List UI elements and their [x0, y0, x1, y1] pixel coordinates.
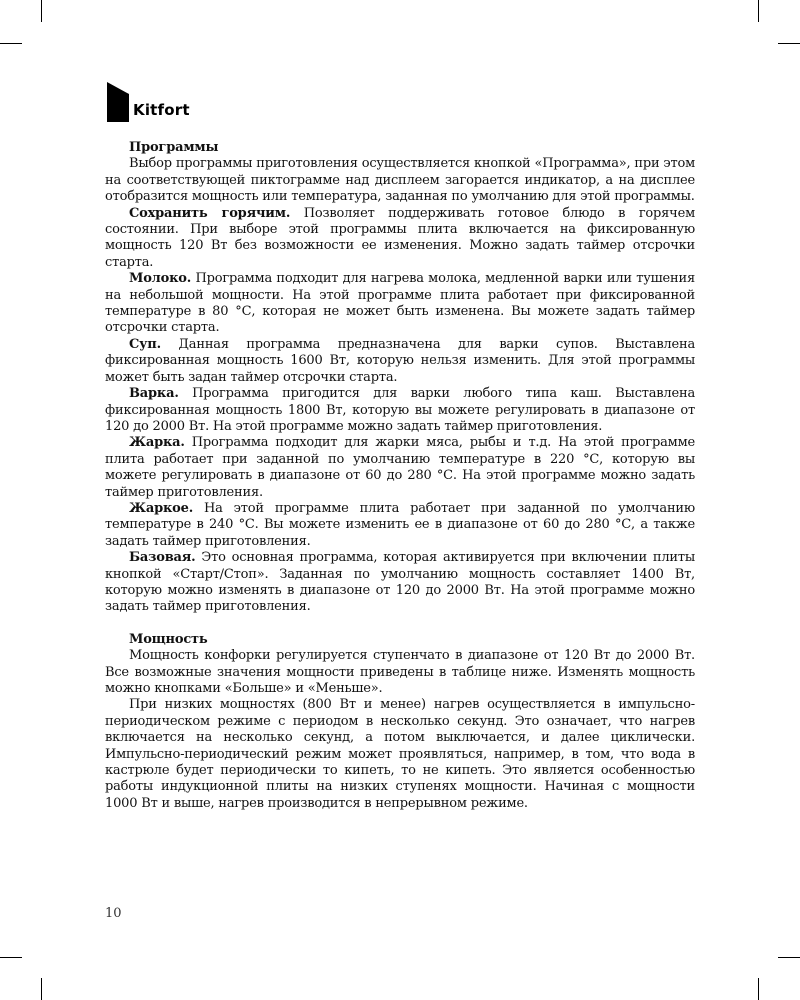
crop-mark-right-top [778, 43, 800, 44]
section-spacer [105, 616, 695, 632]
section-title-power: Мощность [129, 631, 208, 647]
page-number: 10 [105, 906, 122, 921]
crop-mark-bottom-right [758, 978, 759, 1000]
program-boil [105, 386, 695, 435]
brand-name: Kitfort [133, 101, 190, 119]
program-name: Жаркое. [129, 500, 194, 516]
section-title-programs: Программы [129, 140, 219, 155]
program-name: Базовая. [129, 550, 196, 566]
crop-mark-top-right [758, 0, 759, 22]
crop-mark-top-left [41, 0, 42, 22]
program-description: На этой программе плита работает при заданной по умолчанию температуре в 240 °С. Вы можете изменить ее в диапазоне от 60 до 280 °С, а также задать таймер приготовления. [105, 500, 695, 549]
program-keep-warm [105, 206, 695, 272]
brand-logo [107, 82, 190, 122]
program-description: Программа подходит для жарки мяса, рыбы и т.д. На этой программе плита работает при заданной по умолчанию температуре в 220 °С, которую вы можете регулировать в диапазоне от 60 до 280 °С. На этой программе можно задать таймер приготовления. [105, 435, 695, 500]
power-paragraph: При низких мощностях (800 Вт и менее) нагрев осуществляется в импульсно-периодическом режиме с периодом в несколько секунд. Это означает, что нагрев включается на несколько секунд, а потом выключается, и далее циклически. Импульсно-периодический режим может проявляться, например, в том, что вода в кастрюле будет периодически то кипеть, то не кипеть. Это является особенностью работы индукционной плиты на низких ступенях мощности. Начиная с мощности 1000 Вт и выше, нагрев производится в непрерывном режиме. [105, 697, 695, 811]
program-soup [105, 337, 695, 386]
program-description: Данная программа предназначена для варки супов. Выставлена фиксированная мощность 1600 Вт, которую нельзя изменить. Для этой программы может быть задан таймер отсрочки старта. [105, 336, 695, 385]
program-roast [105, 501, 695, 550]
program-fry [105, 435, 695, 501]
program-description: Это основная программа, которая активируется при включении плиты кнопкой «Старт/Стоп». Заданная по умолчанию мощность составляет 1400 Вт, которую можно изменять в диапазоне от 120 до 2000 Вт. На этой программе можно задать таймер приготовления. [105, 550, 695, 615]
program-basic [105, 550, 695, 616]
crop-mark-right-bottom [778, 957, 800, 958]
program-name: Суп. [129, 336, 161, 352]
crop-mark-left-bottom [0, 957, 22, 958]
crop-mark-bottom-left [41, 978, 42, 1000]
programs-intro: Выбор программы приготовления осуществляется кнопкой «Программа», при этом на соответствующей пиктограмме над дисплеем загорается индикатор, а на дисплее отобразится мощность или температура, заданная по умолчанию для этой программы. [105, 156, 695, 205]
program-milk [105, 271, 695, 337]
program-name: Молоко. [129, 271, 192, 287]
page-content [105, 140, 695, 812]
crop-mark-left-top [0, 43, 22, 44]
program-description: Программа пригодится для варки любого типа каш. Выставлена фиксированная мощность 1800 Вт, которую вы можете регулировать в диапазоне от 120 до 2000 Вт. На этой программе можно задать таймер приготовления. [105, 386, 695, 434]
kitfort-logo-icon [107, 82, 129, 122]
program-description: Позволяет поддерживать готовое блюдо в горячем состоянии. При выборе этой программы плита включается на фиксированную мощность 120 Вт без возможности ее изменения. Можно задать таймер отсрочки старта. [105, 205, 695, 270]
program-name: Жарка. [129, 435, 185, 451]
program-name: Варка. [129, 386, 179, 402]
power-paragraph: Мощность конфорки регулируется ступенчато в диапазоне от 120 Вт до 2000 Вт. Все возможные значения мощности приведены в таблице ниже. Изменять мощность можно кнопками «Больше» и «Меньше». [105, 648, 695, 696]
program-description: Программа подходит для нагрева молока, медленной варки или тушения на небольшой мощности. На этой программе плита работает при фиксированной температуре в 80 °С, которая не может быть изменена. Вы можете задать таймер отсрочки старта. [105, 271, 695, 336]
program-name: Сохранить горячим. [129, 205, 291, 221]
